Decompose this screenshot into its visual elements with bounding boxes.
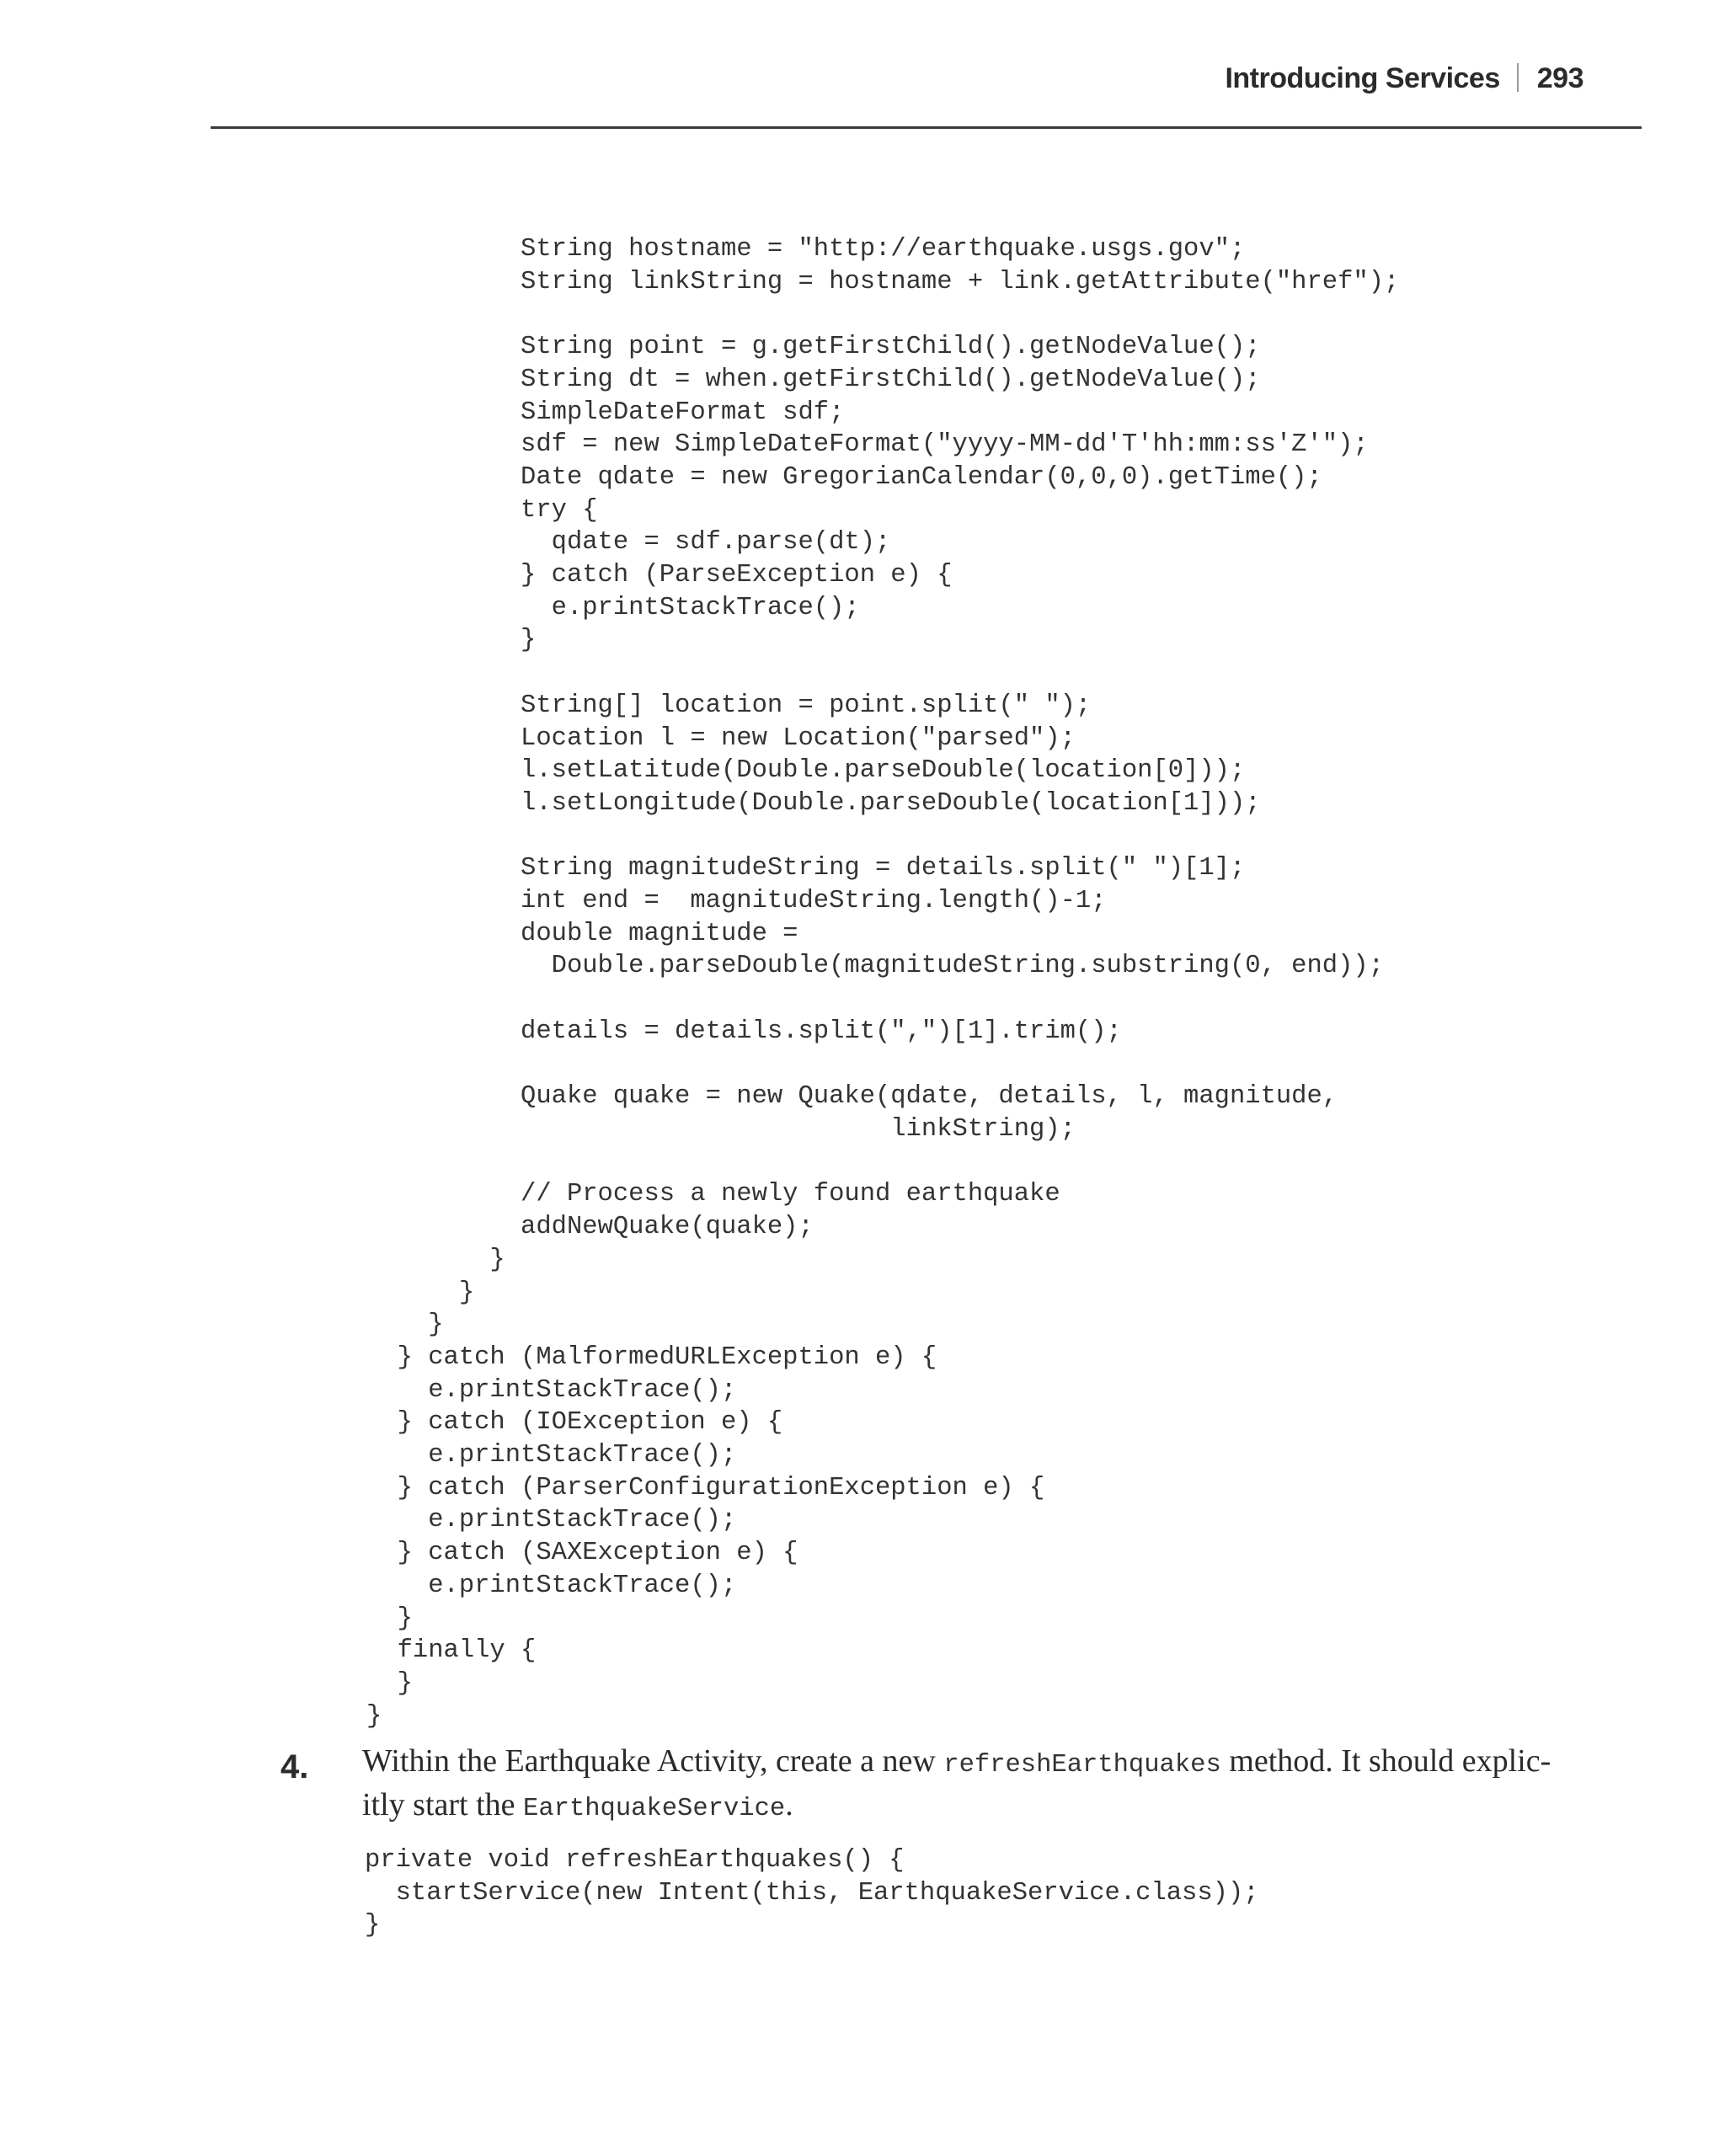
- step-text-before: Within the Earthquake Activity, create a new: [362, 1743, 944, 1779]
- header-rule: [211, 126, 1642, 129]
- step-text-after: .: [785, 1787, 793, 1822]
- running-head: [1225, 62, 1583, 95]
- section-title: Introducing Services: [1225, 62, 1500, 94]
- step-text: [362, 1742, 1592, 1829]
- inline-code-method: refreshEarthquakes: [943, 1751, 1221, 1780]
- step-text-middle: method. It should explic-itly start the: [362, 1743, 1551, 1822]
- header-separator: [1517, 63, 1519, 92]
- code-listing: String hostname = "http://earthquake.usgs.gov"; String linkString = hostname + link.getAttribute("href"); String point = g.getFirstChild().getNodeValue(); String dt = when.getFirstChild().getNodeValue(); SimpleDateFormat sdf; sdf = new SimpleDateFormat("yyyy-MM-dd'T'hh:mm:ss'Z'"); Date qdate = new GregorianCalendar(0,0,0).getTime(); try { qdate = sdf.parse(dt); } catch (ParseException e) { e.printStackTrace(); } String[] location = point.split(" "); Location l = new Location("parsed"); l.setLatitude(Double.parseDouble(location[0])); l.setLongitude(Double.parseDouble(location[1])); String magnitudeString = details.split(" ")[1]; int end = magnitudeString.length()-1; double magnitude = Double.parseDouble(magnitudeString.substring(0, end)); details = details.split(",")[1].trim(); Quake quake = new Quake(qdate, details, l, magnitude, linkString); // Process a newly found earthquake addNewQuake(quake); } } } } catch (MalformedURLException e) { e.printStackTrace(); } catch (IOException e) { e.printStackTrace(); } catch (ParserConfigurationException e) { e.printStackTrace(); } catch (SAXException e) { e.printStackTrace(); } finally { } }: [366, 235, 1400, 1731]
- inline-code-service: EarthquakeService: [523, 1795, 786, 1823]
- code-listing-step4: private void refreshEarthquakes() { startService(new Intent(this, EarthquakeService.class)); }: [365, 1846, 1259, 1940]
- step-number: 4.: [280, 1748, 309, 1785]
- page-header: [0, 0, 1725, 135]
- page-number: 293: [1536, 62, 1583, 94]
